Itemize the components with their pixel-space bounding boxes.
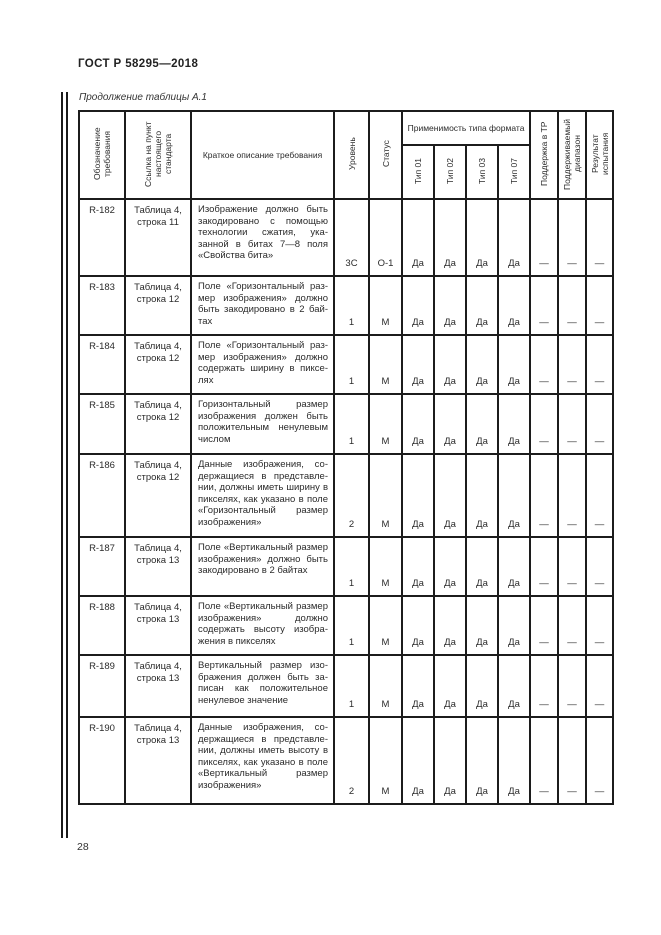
col-header-supported-range xyxy=(558,111,586,199)
table-row xyxy=(79,199,613,276)
status-cell: М xyxy=(369,655,402,717)
level-cell: 1 xyxy=(334,394,369,454)
table-row xyxy=(79,537,613,596)
col-header-type-01-label: Тип 01 xyxy=(413,158,423,184)
type01-cell: Да xyxy=(402,276,434,335)
table-row xyxy=(79,717,613,804)
col-header-status xyxy=(369,111,402,199)
type01-cell: Да xyxy=(402,454,434,537)
test-result-cell: — xyxy=(586,199,613,276)
col-header-type-03 xyxy=(466,145,498,199)
status-cell: О-1 xyxy=(369,199,402,276)
type07-cell: Да xyxy=(498,596,530,655)
col-header-status-label: Статус xyxy=(380,140,391,168)
type02-cell: Да xyxy=(434,276,466,335)
col-header-type-02 xyxy=(434,145,466,199)
type01-cell: Да xyxy=(402,199,434,276)
type02-cell: Да xyxy=(434,655,466,717)
status-cell: М xyxy=(369,335,402,394)
description-cell: Поле «Горизонтальный размер изображения» должно содержать ширину в пикселях xyxy=(191,335,334,394)
table-row xyxy=(79,394,613,454)
type02-cell: Да xyxy=(434,394,466,454)
status-cell: М xyxy=(369,537,402,596)
description-cell: Поле «Вертикальный размер изображения» должно содержать высоту изображения в пикселях xyxy=(191,596,334,655)
requirements-table xyxy=(78,110,614,805)
col-header-type-01 xyxy=(402,145,434,199)
reference-cell: Таблица 4, строка 12 xyxy=(125,276,191,335)
type07-cell: Да xyxy=(498,394,530,454)
header-row-group xyxy=(79,111,613,145)
level-cell: 2 xyxy=(334,454,369,537)
requirement-id: R-187 xyxy=(79,537,125,596)
type07-cell: Да xyxy=(498,717,530,804)
col-header-supported-range-label: Поддерживаемый диапазон xyxy=(562,118,583,190)
supported-range-cell: — xyxy=(558,454,586,537)
col-header-type-07-label: Тип 07 xyxy=(509,158,520,184)
type02-cell: Да xyxy=(434,454,466,537)
support-tr-cell: — xyxy=(530,454,558,537)
col-header-type-03-label: Тип 03 xyxy=(477,158,487,184)
reference-cell: Таблица 4, строка 12 xyxy=(125,454,191,537)
requirement-id: R-183 xyxy=(79,276,125,335)
test-result-cell: — xyxy=(586,335,613,394)
col-header-test-result xyxy=(586,111,613,199)
description-cell: Данные изображения, содержащиеся в представлении, должны иметь высоту в пикселях, как указано в поле «Вертикальный размер изображения» xyxy=(191,717,334,804)
table-row xyxy=(79,276,613,335)
support-tr-cell: — xyxy=(530,537,558,596)
type01-cell: Да xyxy=(402,596,434,655)
type01-cell: Да xyxy=(402,335,434,394)
supported-range-cell: — xyxy=(558,717,586,804)
reference-cell: Таблица 4, строка 12 xyxy=(125,335,191,394)
supported-range-cell: — xyxy=(558,596,586,655)
requirement-id: R-185 xyxy=(79,394,125,454)
requirement-id: R-182 xyxy=(79,199,125,276)
col-header-type-02-label: Тип 02 xyxy=(445,158,455,184)
requirement-id: R-188 xyxy=(79,596,125,655)
col-header-support-tr-label: Поддержка в ТР xyxy=(539,121,550,187)
supported-range-cell: — xyxy=(558,199,586,276)
test-result-cell: — xyxy=(586,276,613,335)
supported-range-cell: — xyxy=(558,655,586,717)
type07-cell: Да xyxy=(498,537,530,596)
support-tr-cell: — xyxy=(530,276,558,335)
support-tr-cell: — xyxy=(530,596,558,655)
supported-range-cell: — xyxy=(558,276,586,335)
type03-cell: Да xyxy=(466,596,498,655)
level-cell: 3С xyxy=(334,199,369,276)
test-result-cell: — xyxy=(586,596,613,655)
col-header-reference-label: Ссылка на пункт настоящего стандарта xyxy=(143,121,173,187)
reference-cell: Таблица 4, строка 13 xyxy=(125,655,191,717)
level-cell: 1 xyxy=(334,276,369,335)
level-cell: 1 xyxy=(334,655,369,717)
type02-cell: Да xyxy=(434,335,466,394)
reference-cell: Таблица 4, строка 13 xyxy=(125,717,191,804)
level-cell: 1 xyxy=(334,596,369,655)
requirement-id: R-186 xyxy=(79,454,125,537)
type03-cell: Да xyxy=(466,394,498,454)
support-tr-cell: — xyxy=(530,717,558,804)
type03-cell: Да xyxy=(466,454,498,537)
type01-cell: Да xyxy=(402,655,434,717)
type07-cell: Да xyxy=(498,655,530,717)
type07-cell: Да xyxy=(498,454,530,537)
type02-cell: Да xyxy=(434,199,466,276)
support-tr-cell: — xyxy=(530,199,558,276)
requirement-id: R-189 xyxy=(79,655,125,717)
col-header-designation xyxy=(79,111,125,199)
table-row xyxy=(79,454,613,537)
type03-cell: Да xyxy=(466,335,498,394)
type03-cell: Да xyxy=(466,717,498,804)
description-cell: Горизонтальный размер изображения должен быть положительным ненулевым числом xyxy=(191,394,334,454)
type07-cell: Да xyxy=(498,276,530,335)
test-result-cell: — xyxy=(586,717,613,804)
description-cell: Вертикальный размер изображения должен быть записан как положительное ненулевое значение xyxy=(191,655,334,717)
type07-cell: Да xyxy=(498,335,530,394)
table-row xyxy=(79,335,613,394)
status-cell: М xyxy=(369,596,402,655)
requirement-id: R-184 xyxy=(79,335,125,394)
col-header-format-group: Применимость типа формата xyxy=(402,111,530,145)
level-cell: 2 xyxy=(334,717,369,804)
support-tr-cell: — xyxy=(530,655,558,717)
page-number: 28 xyxy=(77,841,89,853)
col-header-level xyxy=(334,111,369,199)
test-result-cell: — xyxy=(586,655,613,717)
requirement-id: R-190 xyxy=(79,717,125,804)
type01-cell: Да xyxy=(402,394,434,454)
supported-range-cell: — xyxy=(558,335,586,394)
support-tr-cell: — xyxy=(530,394,558,454)
doc-number: ГОСТ Р 58295—2018 xyxy=(78,58,199,70)
description-cell: Изображение должно быть закодировано с помощью технологии сжатия, указанной в битах 7—8 поля «Свойства бита» xyxy=(191,199,334,276)
col-header-designation-label: Обозначение требования xyxy=(92,127,112,181)
type03-cell: Да xyxy=(466,655,498,717)
status-cell: М xyxy=(369,454,402,537)
type03-cell: Да xyxy=(466,276,498,335)
change-bar xyxy=(61,92,68,838)
status-cell: М xyxy=(369,394,402,454)
type02-cell: Да xyxy=(434,537,466,596)
description-cell: Данные изображения, содержащиеся в представлении, должны иметь ширину в пикселях, как указано в поле «Горизонтальный размер изображения» xyxy=(191,454,334,537)
level-cell: 1 xyxy=(334,537,369,596)
support-tr-cell: — xyxy=(530,335,558,394)
col-header-type-07 xyxy=(498,145,530,199)
type01-cell: Да xyxy=(402,717,434,804)
type03-cell: Да xyxy=(466,537,498,596)
col-header-description: Краткое описание требования xyxy=(191,111,334,199)
table-row xyxy=(79,596,613,655)
test-result-cell: — xyxy=(586,394,613,454)
reference-cell: Таблица 4, строка 12 xyxy=(125,394,191,454)
description-cell: Поле «Вертикальный размер изображения» должно быть закодировано в 2 байтах xyxy=(191,537,334,596)
supported-range-cell: — xyxy=(558,537,586,596)
reference-cell: Таблица 4, строка 11 xyxy=(125,199,191,276)
type02-cell: Да xyxy=(434,717,466,804)
type07-cell: Да xyxy=(498,199,530,276)
table-row xyxy=(79,655,613,717)
table-caption: Продолжение таблицы А.1 xyxy=(79,92,207,103)
col-header-test-result-label: Результат испытания xyxy=(589,132,610,176)
col-header-reference xyxy=(125,111,191,199)
col-header-support-tr xyxy=(530,111,558,199)
type03-cell: Да xyxy=(466,199,498,276)
supported-range-cell: — xyxy=(558,394,586,454)
reference-cell: Таблица 4, строка 13 xyxy=(125,537,191,596)
test-result-cell: — xyxy=(586,454,613,537)
type02-cell: Да xyxy=(434,596,466,655)
col-header-level-label: Уровень xyxy=(346,137,357,171)
status-cell: М xyxy=(369,276,402,335)
status-cell: М xyxy=(369,717,402,804)
test-result-cell: — xyxy=(586,537,613,596)
description-cell: Поле «Горизонтальный размер изображения» должно быть закодировано в 2 байтах xyxy=(191,276,334,335)
type01-cell: Да xyxy=(402,537,434,596)
reference-cell: Таблица 4, строка 13 xyxy=(125,596,191,655)
level-cell: 1 xyxy=(334,335,369,394)
